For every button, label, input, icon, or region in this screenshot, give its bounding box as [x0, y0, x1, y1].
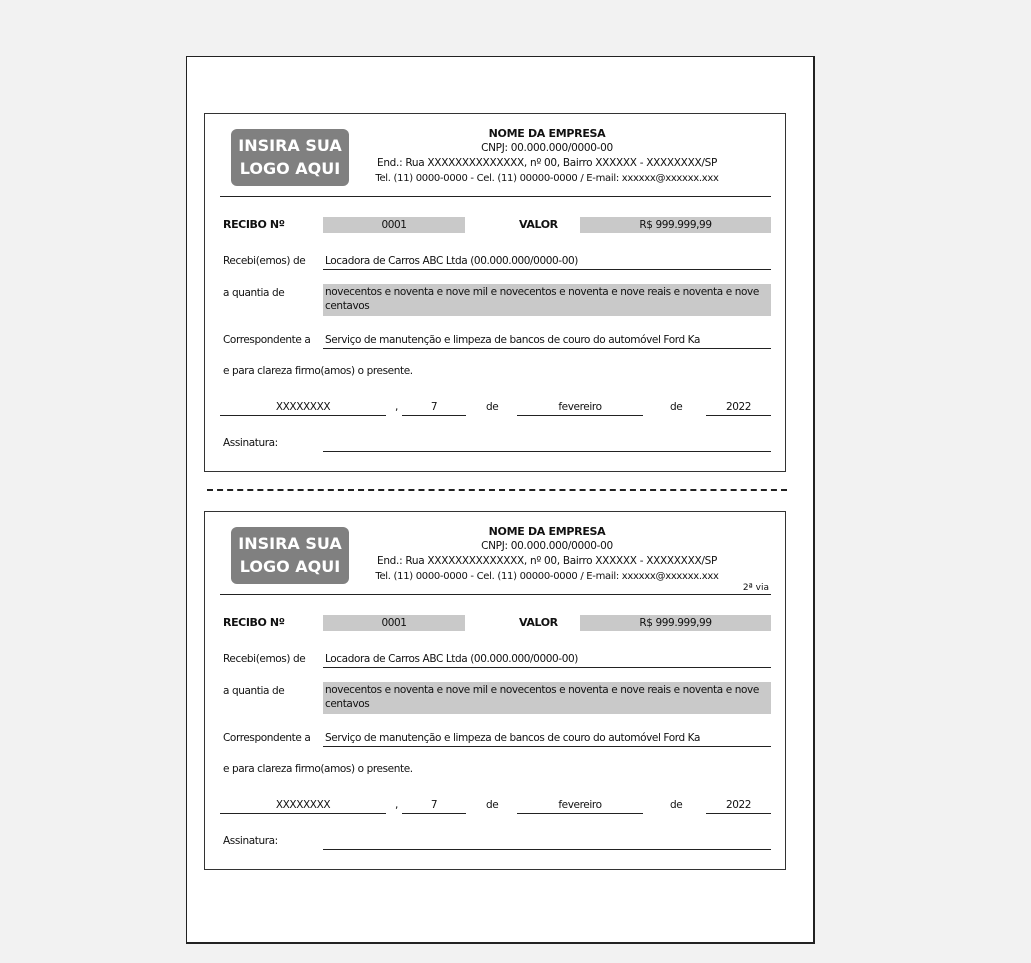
- logo-line-1: INSIRA SUA: [238, 534, 342, 553]
- comma-separator: ,: [395, 799, 398, 811]
- day-field[interactable]: 7: [402, 797, 466, 814]
- receipt-number-field[interactable]: 0001: [323, 217, 465, 233]
- amount-words-field[interactable]: novecentos e noventa e nove mil e novecentos e noventa e nove reais e noventa e nove centavos: [323, 682, 771, 714]
- received-from-field[interactable]: Locadora de Carros ABC Ltda (00.000.000/0000-00): [323, 253, 771, 270]
- value-label: VALOR: [519, 218, 558, 231]
- company-cnpj: CNPJ: 00.000.000/0000-00: [481, 142, 613, 154]
- amount-label: a quantia de: [223, 287, 285, 299]
- corresponding-field[interactable]: Serviço de manutenção e limpeza de bancos de couro do automóvel Ford Ka: [323, 332, 771, 349]
- received-from-field[interactable]: Locadora de Carros ABC Ltda (00.000.000/0000-00): [323, 651, 771, 668]
- day-field[interactable]: 7: [402, 399, 466, 416]
- corresponding-field[interactable]: Serviço de manutenção e limpeza de bancos de couro do automóvel Ford Ka: [323, 730, 771, 747]
- company-name: NOME DA EMPRESA: [488, 525, 606, 538]
- month-field[interactable]: fevereiro: [517, 399, 643, 416]
- receipt-second-copy: [204, 511, 786, 870]
- city-field[interactable]: XXXXXXXX: [220, 797, 386, 814]
- received-from-label: Recebi(emos) de: [223, 653, 306, 665]
- header-divider: [220, 594, 771, 595]
- logo-placeholder: [231, 129, 349, 186]
- date-de-2: de: [670, 401, 683, 413]
- clarity-text: e para clareza firmo(amos) o presente.: [223, 365, 413, 377]
- logo-line-2: LOGO AQUI: [239, 159, 341, 178]
- receipt-number-field[interactable]: 0001: [323, 615, 465, 631]
- company-header: [355, 524, 739, 584]
- comma-separator: ,: [395, 401, 398, 413]
- date-de-1: de: [486, 799, 499, 811]
- document-page: [186, 56, 815, 944]
- year-field[interactable]: 2022: [706, 797, 771, 814]
- header-divider: [220, 196, 771, 197]
- value-field[interactable]: R$ 999.999,99: [580, 615, 771, 631]
- company-address: End.: Rua XXXXXXXXXXXXXX, nº 00, Bairro XXXXXX - XXXXXXXX/SP: [376, 555, 717, 567]
- cut-line: [207, 489, 787, 491]
- company-header: [355, 126, 739, 186]
- signature-label: Assinatura:: [223, 437, 278, 449]
- city-field[interactable]: XXXXXXXX: [220, 399, 386, 416]
- logo-placeholder: [231, 527, 349, 584]
- company-cnpj: CNPJ: 00.000.000/0000-00: [481, 540, 613, 552]
- amount-words-field[interactable]: novecentos e noventa e nove mil e novecentos e noventa e nove reais e noventa e nove centavos: [323, 284, 771, 316]
- clarity-text: e para clareza firmo(amos) o presente.: [223, 763, 413, 775]
- amount-label: a quantia de: [223, 685, 285, 697]
- logo-line-1: INSIRA SUA: [238, 136, 342, 155]
- receipt-number-label: RECIBO Nº: [223, 616, 285, 629]
- company-address: End.: Rua XXXXXXXXXXXXXX, nº 00, Bairro XXXXXX - XXXXXXXX/SP: [376, 157, 717, 169]
- company-contact: Tel. (11) 0000-0000 - Cel. (11) 00000-0000 / E-mail: xxxxxx@xxxxxx.xxx: [375, 571, 719, 582]
- company-name: NOME DA EMPRESA: [488, 127, 606, 140]
- receipt-first-copy: [204, 113, 786, 472]
- month-field[interactable]: fevereiro: [517, 797, 643, 814]
- value-field[interactable]: R$ 999.999,99: [580, 217, 771, 233]
- signature-line[interactable]: [323, 435, 771, 452]
- corresponding-label: Correspondente a: [223, 732, 311, 744]
- receipt-number-label: RECIBO Nº: [223, 218, 285, 231]
- corresponding-label: Correspondente a: [223, 334, 311, 346]
- year-field[interactable]: 2022: [706, 399, 771, 416]
- company-contact: Tel. (11) 0000-0000 - Cel. (11) 00000-0000 / E-mail: xxxxxx@xxxxxx.xxx: [375, 173, 719, 184]
- signature-line[interactable]: [323, 833, 771, 850]
- date-de-1: de: [486, 401, 499, 413]
- copy-indicator: 2ª via: [742, 583, 769, 593]
- signature-label: Assinatura:: [223, 835, 278, 847]
- logo-line-2: LOGO AQUI: [239, 557, 341, 576]
- received-from-label: Recebi(emos) de: [223, 255, 306, 267]
- value-label: VALOR: [519, 616, 558, 629]
- date-de-2: de: [670, 799, 683, 811]
